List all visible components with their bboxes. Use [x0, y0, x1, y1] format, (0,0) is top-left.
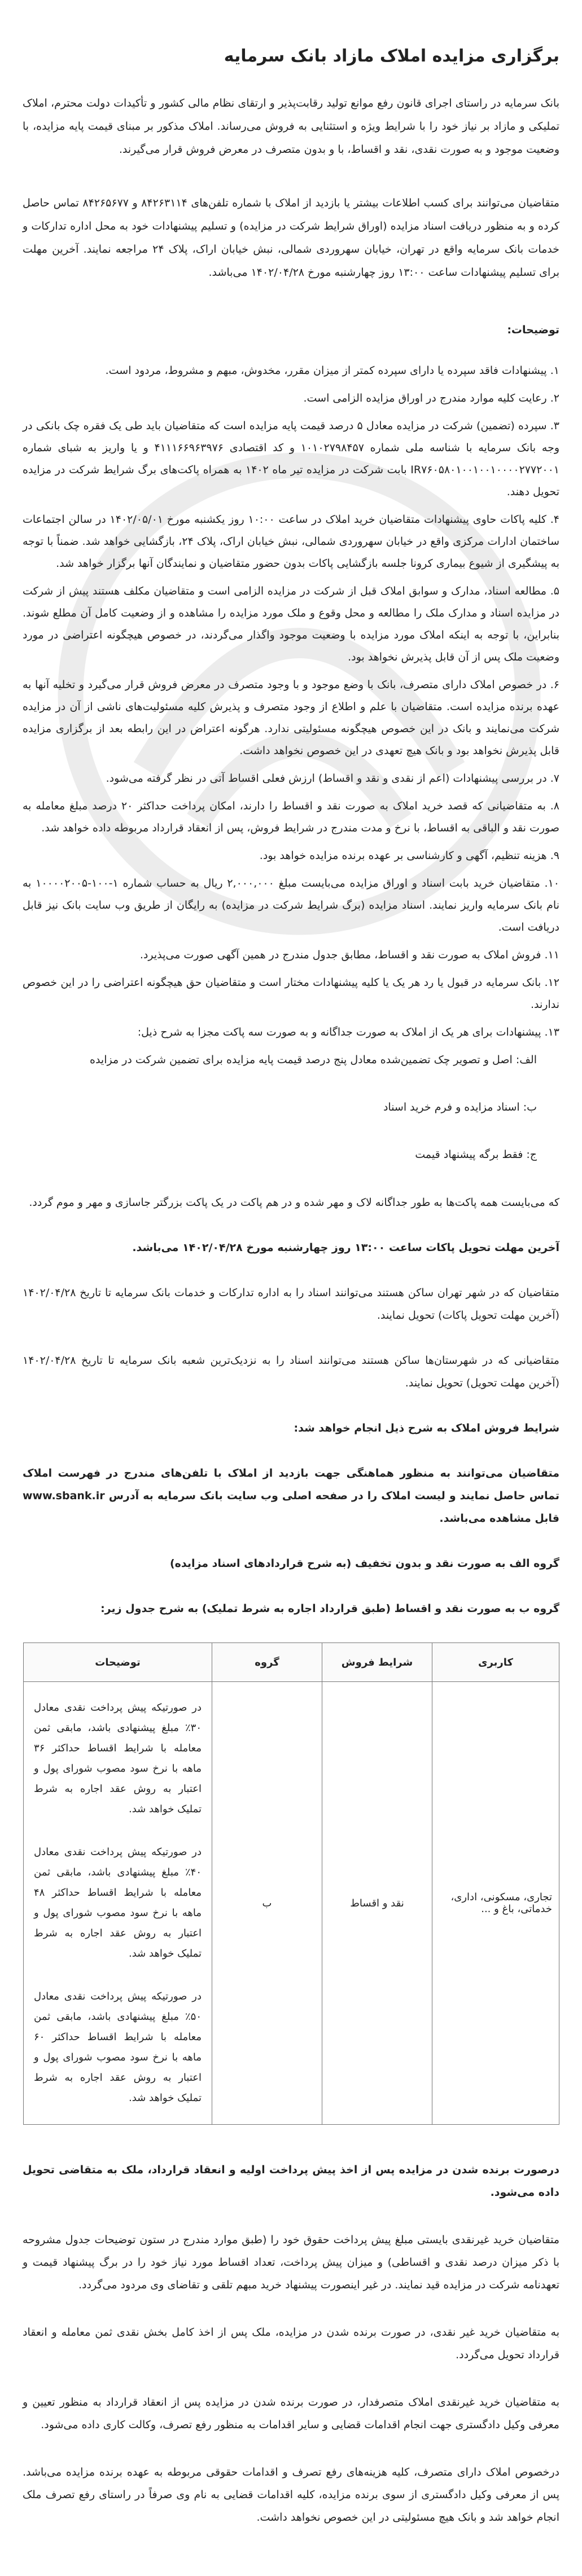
note-item: ۱۳. پیشنهادات برای هر یک از املاک به صورت جداگانه و به صورت سه پاکت مجزا به شرح ذیل:	[137, 1026, 559, 1038]
table-header-row	[24, 1643, 559, 1682]
packet-item-b: ب: اسناد مزایده و فرم خرید اسناد	[383, 1101, 537, 1113]
footer-note: به متقاضیان خرید غیرنقدی املاک متصرفدار، در صورت برنده شدن در مزایده پس از انعقاد قرارداد به منظور تعیین و معرفی وکیل دادگستری جهت انجام اقدامات قضایی و سایر اقدامات به منظور رفع تصرف، وکالت کاری داده می‌شود.	[23, 2396, 559, 2431]
condition-item: که می‌بایست همه پاکت‌ها به طور جداگانه لاک و مهر شده و در هم پاکت در یک پاکت بزرگتر جاسازی و مهر و موم گردد.	[29, 1196, 559, 1209]
installment-option-30: در صورتیکه پیش پرداخت نقدی معادل ۳۰٪ مبلغ پیشنهادی باشد، مابقی ثمن معامله با شرایط اقساط حداکثر ۳۶ ماهه با نرخ سود مصوب شورای پول و اعتبار به روش عقد اجاره به شرط تملیک خواهد شد.	[34, 1702, 202, 1815]
column-header-terms: شرایط فروش	[322, 1643, 432, 1682]
conditions-section	[23, 1191, 559, 1620]
sale-terms-table	[23, 1643, 559, 2125]
note-item: ۸. به متقاضیانی که قصد خرید املاک به صورت نقد و اقساط را دارند، امکان پرداخت حداکثر ۲۰ درصد مبلغ معامله به صورت نقد و الباقی به اقساط، با نرخ و مدت مندرج در شرایط فروش، پس از انعقاد قرارداد مربوطه داده خواهد شد.	[23, 800, 559, 834]
cell-terms: نقد و اقساط	[322, 1682, 432, 2125]
note-item: ۷. در بررسی پیشنهادات (اعم از نقدی و نقد و اقساط) ارزش فعلی اقساط آتی در نظر گرفته می‌شود.	[106, 772, 559, 785]
footer-notes	[23, 2159, 559, 2529]
intro-section	[23, 92, 559, 284]
cell-descriptions	[24, 1682, 212, 2125]
note-item: ۳. سپرده (تضمین) شرکت در مزایده معادل ۵ درصد قیمت پایه مزایده است که متقاضیان باید طی یک فقره چک بانکی در وجه بانک سرمایه با شناسه ملی شماره ۱۰۱۰۲۷۹۸۴۵۷ و کد اقتصادی ۴۱۱۱۶۶۹۶۳۹۷۶ و یا واریز به شبای شماره IR۷۶۰۵۸۰۱۰۰۱۰۰۱۰۰۰۰۲۷۷۲۰۰۱ بابت شرکت در مزایده تیر ماه ۱۴۰۲ به همراه پاکت‌های برگ شرایط شرکت در مزایده تحویل دهند.	[23, 420, 560, 498]
column-header-usage: کاربری	[432, 1643, 559, 1682]
note-item: ۹. هزینه تنظیم، آگهی و کارشناسی بر عهده برنده مزایده خواهد بود.	[259, 849, 559, 862]
packet-item-c: ج: فقط برگه پیشنهاد قیمت	[415, 1148, 537, 1161]
footer-note: به متقاضیان خرید غیر نقدی، در صورت برنده شدن در مزایده، ملک پس از اخذ کامل بخش نقدی ثمن معامله و انعقاد قرارداد تحویل می‌گردد.	[23, 2326, 559, 2361]
sale-terms-heading: شرایط فروش املاک به شرح ذیل انجام خواهد شد:	[294, 1422, 559, 1434]
note-item: ۵. مطالعه اسناد، مدارک و سوابق املاک قبل از شرکت در مزایده الزامی است و متقاضیان مکلف هستند پیش از شرکت در مزایده اسناد و مدارک ملک را مطالعه و محل وقوع و ملک مورد مزایده را مشاهده و از وضعیت کامل آن مطلع شوند. بنابراین، با توجه به اینکه املاک مورد مزایده با وضعیت موجود واگذار می‌گردند، در خصوص هیچگونه اعتراضی در مورد وضعیت ملک پس از آن قابل پذیرش نخواهد بود.	[23, 585, 559, 663]
note-item: ۱. پیشنهادات فاقد سپرده یا دارای سپرده کمتر از میزان مقرر، مخدوش، مبهم و مشروط، مردود است.	[105, 364, 559, 377]
cell-usage: تجاری، مسکونی، اداری، خدماتی، باغ و ...	[432, 1682, 559, 2125]
footer-note: متقاضیان خرید غیرنقدی بایستی مبلغ پیش پرداخت حقوق خود را (طبق موارد مندرج در ستون توضیحات جدول مشروحه با ذکر میزان درصد نقدی و اقساطی) و میزان پیش پرداخت، تعداد اقساط مورد نیاز خود را در برگ پیشنهاد قیمت و تعهدنامه شرکت در مزایده قید نمایند. در غیر اینصورت پیشنهاد خرید مبهم تلقی و تقاضای وی مردود می‌گردد.	[23, 2234, 559, 2291]
notes-list	[23, 360, 559, 1043]
deadline-item: آخرین مهلت تحویل پاکات ساعت ۱۳:۰۰ روز چهارشنبه مورخ ۱۴۰۲/۰۴/۲۸ می‌باشد.	[132, 1241, 559, 1254]
condition-item: متقاضیانی که در شهرستان‌ها ساکن هستند می‌توانند اسناد را به نزدیک‌ترین شعبه بانک سرمایه تا تاریخ ۱۴۰۲/۰۴/۲۸ (آخرین مهلت تحویل) تحویل نمایند.	[23, 1354, 559, 1389]
website-note: متقاضیان می‌توانند به منظور هماهنگی جهت بازدید از املاک با تلفن‌های مندرج در فهرست املاک تماس حاصل نمایند و لیست املاک را در صفحه اصلی وب سایت بانک سرمایه به آدرس www.sbank.ir قابل مشاهده می‌باشد.	[23, 1467, 559, 1525]
installment-option-40: در صورتیکه پیش پرداخت نقدی معادل ۴۰٪ مبلغ پیشنهادی باشد، مابقی ثمن معامله با شرایط اقساط حداکثر ۴۸ ماهه با نرخ سود مصوب شورای پول و اعتبار به روش عقد اجاره به شرط تملیک خواهد شد.	[34, 1846, 202, 1959]
page-title: برگزاری مزایده املاک مازاد بانک سرمایه	[224, 46, 559, 66]
intro-paragraph-contact: متقاضیان می‌توانند برای کسب اطلاعات بیشتر یا بازدید از املاک با شماره تلفن‌های ۸۴۲۶۳۱۱۴ و ۸۴۲۶۵۶۷۷ تماس حاصل کرده و به منظور دریافت اسناد مزایده (اوراق شرایط شرکت در مزایده) و تسلیم پیشنهادات خود به محل اداره تدارکات و خدمات بانک سرمایه واقع در تهران، خیابان سهروردی شمالی، نبش خیابان اراک، پلاک ۲۴ مراجعه نمایند. آخرین مهلت برای تسلیم پیشنهادات ساعت ۱۳:۰۰ روز چهارشنبه مورخ ۱۴۰۲/۰۴/۲۸ می‌باشد.	[23, 197, 559, 279]
note-item: ۱۲. بانک سرمایه در قبول یا رد هر یک یا کلیه پیشنهادات مختار است و متقاضیان حق هیچگونه اعتراضی را در این خصوص ندارند.	[23, 976, 559, 1011]
group-b-description: گروه ب به صورت نقد و اقساط (طبق قرارداد اجاره به شرط تملیک) به شرح جدول زیر:	[100, 1602, 559, 1615]
intro-paragraph: بانک سرمایه در راستای اجرای قانون رفع موانع تولید رقابت‌پذیر و ارتقای نظام مالی کشور و تأکیدات دولت محترم، املاک تملیکی و مازاد بر نیاز خود را با شرایط ویژه و استثنایی به فروش می‌رساند. املاک مذکور بر مبنای قیمت پایه مزایده، با وضعیت موجود و به صورت نقدی، نقد و اقساط، با و بدون متصرف در معرض فروش قرار می‌گیرند.	[23, 97, 559, 156]
column-header-group: گروه	[212, 1643, 322, 1682]
table-row	[24, 1682, 559, 2125]
footer-note: درخصوص املاک دارای متصرف، کلیه هزینه‌های رفع تصرف و اقدامات حقوقی مربوطه به عهده برنده مزایده می‌باشد. پس از معرفی وکیل دادگستری از سوی برنده مزایده، کلیه اقدامات قضایی به نام وی صرفاً در راستای رفع تصرف ملک انجام خواهد شد و بانک هیچ مسئولیتی در این خصوص نخواهد داشت.	[23, 2466, 559, 2524]
cell-group: ب	[212, 1682, 322, 2125]
packets-list	[23, 1049, 537, 1165]
note-item: ۱۱. فروش املاک به صورت نقد و اقساط، مطابق جدول مندرج در همین آگهی صورت می‌پذیرد.	[139, 949, 559, 961]
packet-item-a: الف: اصل و تصویر چک تضمین‌شده معادل پنج درصد قیمت پایه مزایده برای تضمین شرکت در مزایده	[90, 1054, 537, 1066]
group-a-description: گروه الف به صورت نقد و بدون تخفیف (به شرح قراردادهای اسناد مزایده)	[169, 1557, 559, 1570]
condition-item: متقاضیان که در شهر تهران ساکن هستند می‌توانند اسناد را به اداره تدارکات و خدمات بانک سرمایه تا تاریخ ۱۴۰۲/۰۴/۲۸ (آخرین مهلت تحویل پاکات) تحویل نمایند.	[23, 1287, 559, 1322]
footer-note: درصورت برنده شدن در مزایده پس از اخذ پیش پرداخت اولیه و انعقاد قرارداد، ملک به متقاضی تحویل داده می‌شود.	[23, 2164, 559, 2199]
installment-option-50: در صورتیکه پیش پرداخت نقدی معادل ۵۰٪ مبلغ پیشنهادی باشد، مابقی ثمن معامله با شرایط اقساط حداکثر ۶۰ ماهه با نرخ سود مصوب شورای پول و اعتبار به روش عقد اجاره به شرط تملیک خواهد شد.	[34, 1991, 202, 2104]
note-item: ۱۰. متقاضیان خرید بابت اسناد و اوراق مزایده می‌بایست مبلغ ۲,۰۰۰,۰۰۰ ریال به حساب شماره ۱-۱۰۰-۱۰۰۰۰۲۰۰۵ به نام بانک سرمایه واریز نمایند. اسناد مزایده (برگ شرایط شرکت در مزایده) به رایگان از طریق وب سایت بانک نیز قابل دریافت است.	[23, 877, 560, 933]
note-item: ۴. کلیه پاکات حاوی پیشنهادات متقاضیان خرید املاک در ساعت ۱۰:۰۰ روز یکشنبه مورخ ۱۴۰۲/۰۵/۰۱ در سالن اجتماعات ساختمان ادارات مرکزی واقع در خیابان سهروردی شمالی، نبش خیابان اراک، پلاک ۲۴، بازگشایی خواهد شد. ضمناً با توجه به پیشگیری از شیوع بیماری کرونا جلسه بازگشایی پاکات بدون حضور متقاضیان و نمایندگان آنها برگزار خواهد شد.	[23, 513, 559, 570]
column-header-descriptions: توضیحات	[24, 1643, 212, 1682]
note-item: ۲. رعایت کلیه موارد مندرج در اوراق مزایده الزامی است.	[303, 392, 559, 404]
note-item: ۶. در خصوص املاک دارای متصرف، بانک با وضع موجود و با وجود متصرف در معرض فروش قرار می‌گیرد و تخلیه آنها به عهده برنده مزایده است. متقاضیان با علم و اطلاع از وجود متصرف و پذیرش کلیه مسئولیت‌های ناشی از آن در مزایده شرکت می‌نمایند و بانک در این خصوص هیچگونه مسئولیتی ندارد. هرگونه اعتراض در این رابطه بعد از برگزاری مزایده قابل پذیرش نخواهد بود و بانک هیچ تعهدی در این خصوص نخواهد داشت.	[23, 679, 559, 757]
notes-title: توضیحات:	[507, 324, 559, 336]
